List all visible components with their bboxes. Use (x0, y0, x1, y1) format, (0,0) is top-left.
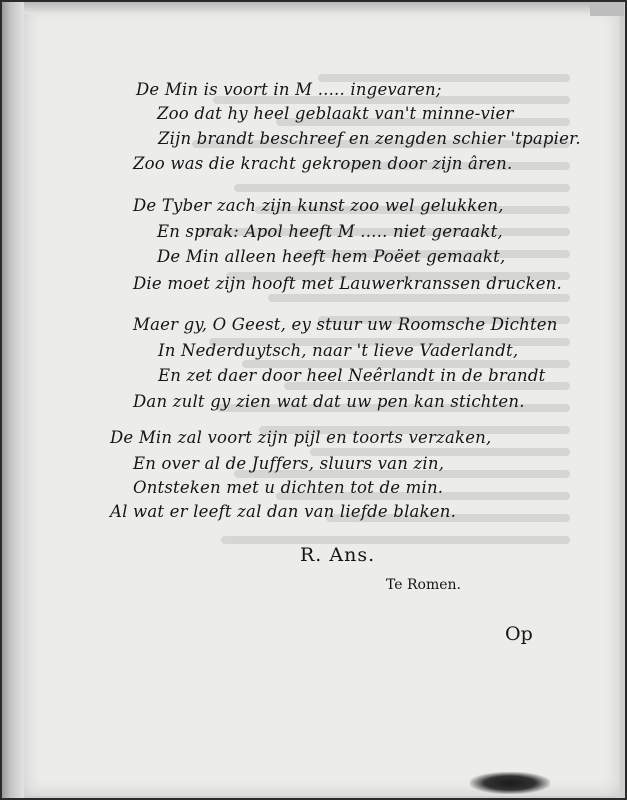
poem-line: Ontsteken met u dichten tot de min. (133, 478, 444, 497)
poem-line: En zet daer door heel Neêrlandt in de brandt (158, 366, 546, 385)
poem-line: En over al de Juffers, sluurs van zin, (133, 454, 445, 473)
place-line: Te Romen. (386, 577, 461, 593)
poem-line: Dan zult gy zien wat dat uw pen kan stichten. (133, 392, 525, 411)
poem-line: Al wat er leeft zal dan van liefde blaken. (110, 502, 457, 521)
poem-line: In Nederduytsch, naar 't lieve Vaderlandt, (158, 341, 519, 360)
poem-line: De Min is voort in M ..... ingevaren; (136, 80, 442, 99)
poem-line: Maer gy, O Geest, ey stuur uw Roomsche Dichten (133, 315, 558, 334)
poem-line: En sprak: Apol heeft M ..... niet geraakt, (157, 222, 503, 241)
poem-line: Zijn brandt beschreef en zengden schier 'tpapier. (158, 129, 581, 148)
poem-line: Die moet zijn hooft met Lauwerkranssen drucken. (133, 274, 562, 293)
catchword: Op (505, 623, 533, 645)
poem-line: Zoo was die kracht gekropen door zijn âren. (133, 154, 513, 173)
signature: R. Ans. (300, 544, 376, 566)
poem-line: De Tyber zach zijn kunst zoo wel gelukken, (133, 196, 504, 215)
poem-line: De Min alleen heeft hem Poëet gemaakt, (157, 247, 506, 266)
poem-line: De Min zal voort zijn pijl en toorts verzaken, (110, 428, 492, 447)
poem-line: Zoo dat hy heel geblaakt van't minne-vier (157, 104, 514, 123)
ink-smudge (470, 772, 550, 794)
